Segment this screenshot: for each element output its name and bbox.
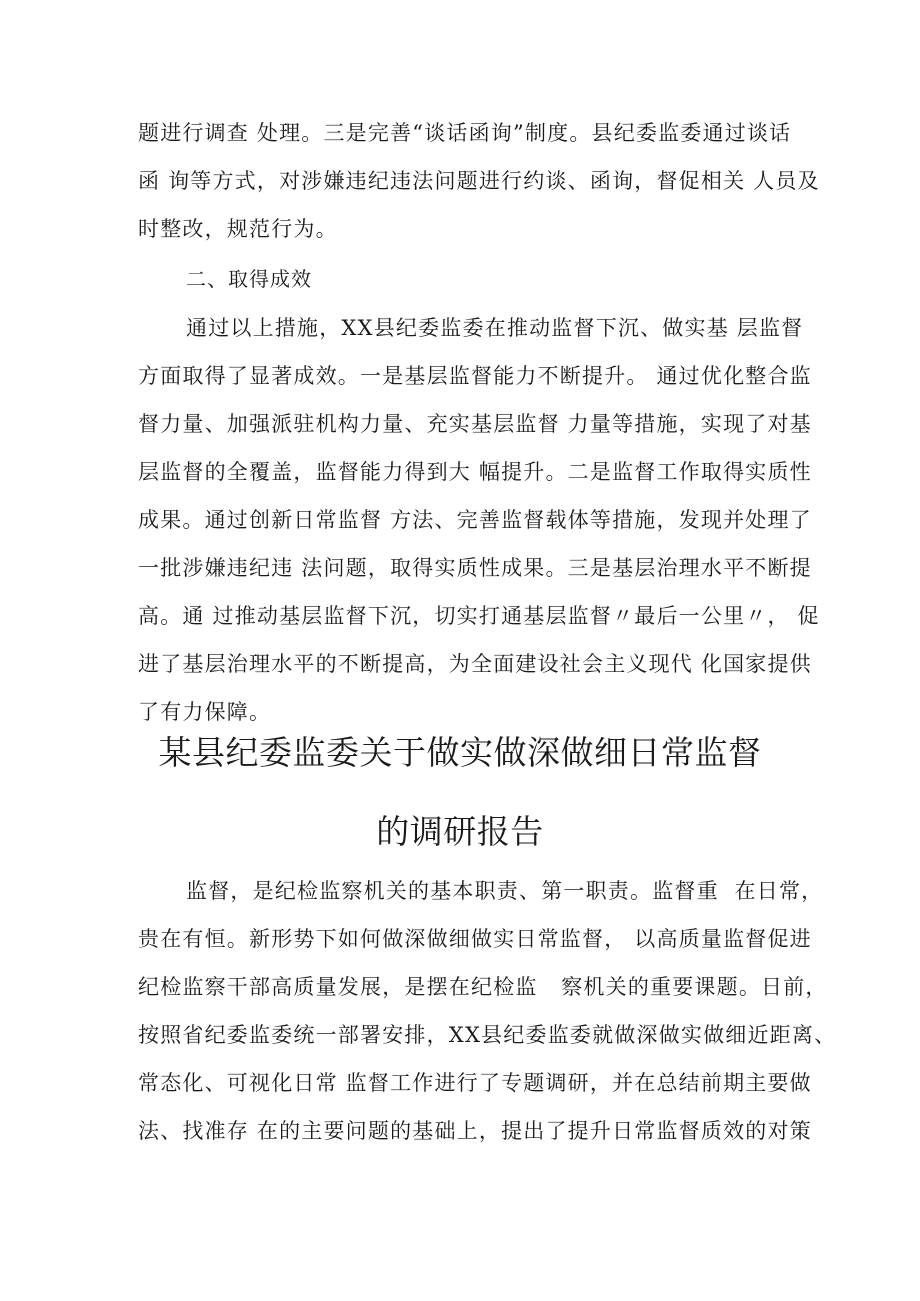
paragraph-line: 纪检监察干部高质量发展，是摆在纪检监 察机关的重要课题。日前， — [138, 975, 828, 999]
paragraph-line: 层监督的全覆盖，监督能力得到大 幅提升。二是监督工作取得实质性 — [138, 460, 812, 484]
paragraph-line: 监督，是纪检监察机关的基本职责、第一职责。监督重 在日常， — [186, 879, 824, 903]
paragraph-line: 督力量、加强派驻机构力量、充实基层监督 力量等措施，实现了对基 — [138, 412, 812, 436]
report-title-continued: 的调研报告 — [376, 812, 544, 851]
paragraph-line: 时整改，规范行为。 — [138, 217, 338, 241]
paragraph-line: 通过以上措施，XX县纪委监委在推动监督下沉、做实基 层监督 — [186, 316, 804, 340]
paragraph-line: 成果。通过创新日常监督 方法、完善监督载体等措施，发现并处理了 — [138, 508, 812, 532]
paragraph-line: 题进行调查 处理。三是完善“谈话函询”制度。县纪委监委通过谈话 — [138, 121, 792, 145]
paragraph-line: 法、找准存 在的主要问题的基础上，提出了提升日常监督质效的对策 — [138, 1119, 812, 1143]
paragraph-line: 一批涉嫌违纪违 法问题，取得实质性成果。三是基层治理水平不断提 — [138, 556, 812, 580]
paragraph-line: 了有力保障。 — [138, 700, 272, 724]
paragraph-line: 贵在有恒。新形势下如何做深做细做实日常监督， 以高质量监督促进 — [138, 927, 812, 951]
paragraph-line: 方面取得了显著成效。一是基层监督能力不断提升。 通过优化整合监 — [138, 364, 812, 388]
paragraph-line: 进了基层治理水平的不断提高，为全面建设社会主义现代 化国家提供 — [138, 652, 812, 676]
paragraph-line: 按照省纪委监委统一部署安排，XX县纪委监委就做深做实做细近距离、 — [138, 1023, 837, 1047]
paragraph-line: 常态化、可视化日常 监督工作进行了专题调研，并在总结前期主要做 — [138, 1071, 812, 1095]
paragraph-line: 高。通 过推动基层监督下沉，切实打通基层监督〃最后一公里〃， 促 — [138, 604, 820, 628]
section-heading: 二、取得成效 — [186, 267, 312, 291]
report-title: 某县纪委监委关于做实做深做细日常监督 — [158, 733, 762, 772]
paragraph-line: 函 询等方式，对涉嫌违纪违法问题进行约谈、函询，督促相关 人员及 — [138, 169, 820, 193]
